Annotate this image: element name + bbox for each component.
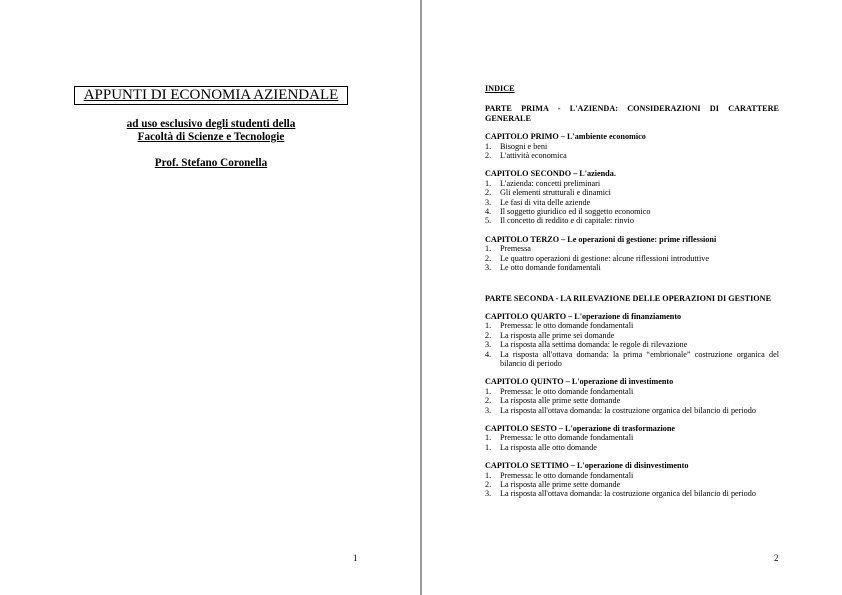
toc-item-number: 4.: [485, 349, 492, 359]
toc-item-text: La risposta alle prime sette domande: [500, 396, 621, 406]
toc-item-number: 2.: [485, 480, 492, 489]
chapter-title: CAPITOLO SETTIMO – L'operazione di disinvestimento: [485, 461, 689, 471]
page-number-1: 1: [353, 553, 358, 563]
toc-item-text: Bisogni e beni: [500, 141, 548, 151]
toc-item: [485, 321, 779, 330]
toc-chapter: [485, 132, 779, 160]
toc-item: [485, 489, 779, 498]
toc-chapter: [485, 169, 779, 225]
toc-item-number: 3.: [485, 340, 492, 350]
toc-item-number: 1.: [485, 321, 492, 331]
toc-item: [485, 331, 779, 340]
toc-item: [485, 179, 779, 188]
toc-item-text: Premessa: [500, 244, 531, 254]
toc-item: [485, 142, 779, 151]
toc-chapter: [485, 377, 779, 415]
toc-item-text: Premessa: le otto domande fondamentali: [500, 321, 634, 331]
toc-item-number: 2.: [485, 151, 492, 161]
toc-item-text: Le quattro operazioni di gestione: alcune riflessioni introduttive: [500, 253, 709, 263]
toc-item: [485, 216, 779, 225]
toc-item: [485, 471, 779, 480]
toc-item-number: 3.: [485, 489, 492, 499]
toc-item: [485, 151, 779, 160]
toc-item: [485, 340, 779, 349]
part-two-chapters: [485, 312, 779, 499]
chapter-title: CAPITOLO SESTO – L'operazione di trasformazione: [485, 423, 676, 433]
toc-item-number: 1.: [485, 470, 492, 480]
toc-item: [485, 443, 779, 452]
toc-item-text: La risposta all'ottava domanda: la costruzione organica del bilancio di periodo: [500, 489, 756, 499]
toc-item: [485, 188, 779, 197]
toc-item-number: 2.: [485, 253, 492, 263]
toc-item-number: 2.: [485, 188, 492, 198]
toc-item-text: La risposta alle prime sei domande: [500, 330, 615, 340]
toc-item-text: La risposta all'ottava domanda: la costruzione organica del bilancio di periodo: [500, 405, 756, 415]
toc-item-number: 1.: [485, 386, 492, 396]
toc-chapter: [485, 235, 779, 273]
toc-item-number: 1.: [485, 178, 492, 188]
chapter-title: CAPITOLO SECONDO – L'azienda.: [485, 169, 616, 179]
toc-item-text: Premessa: le otto domande fondamentali: [500, 470, 634, 480]
toc-item-number: 4.: [485, 207, 492, 217]
toc-item-number: 1.: [485, 141, 492, 151]
table-of-contents: [485, 84, 779, 508]
toc-item-number: 1.: [485, 442, 492, 452]
page-number-2: 2: [774, 553, 779, 563]
toc-item-text: Le otto domande fondamentali: [500, 263, 601, 273]
toc-item-number: 2.: [485, 330, 492, 340]
subtitle-line-2: Facoltà di Scienze e Tecnologie: [137, 131, 285, 143]
toc-item-number: 3.: [485, 197, 492, 207]
chapter-title: CAPITOLO TERZO – Le operazioni di gestione: prime riflessioni: [485, 234, 717, 244]
toc-item: [485, 263, 779, 272]
subtitle-line-1: ad uso esclusivo degli studenti della: [126, 118, 296, 130]
document-title: APPUNTI DI ECONOMIA AZIENDALE: [74, 86, 348, 105]
toc-item-text: Premessa: le otto domande fondamentali: [500, 433, 634, 443]
toc-item-text: L'attività economica: [500, 151, 567, 161]
toc-item: [485, 387, 779, 396]
toc-item: [485, 198, 779, 207]
toc-item-number: 1.: [485, 244, 492, 254]
toc-item-number: 1.: [485, 433, 492, 443]
chapter-title: CAPITOLO PRIMO – L'ambiente economico: [485, 132, 646, 142]
chapter-title: CAPITOLO QUINTO – L'operazione di investimento: [485, 377, 674, 387]
toc-item: [485, 207, 779, 216]
toc-item-number: 3.: [485, 405, 492, 415]
toc-item-number: 3.: [485, 263, 492, 273]
toc-item-text: Il soggetto giuridico ed il soggetto economico: [500, 207, 651, 217]
toc-item: [485, 406, 779, 415]
toc-item: [485, 350, 779, 369]
toc-chapter: [485, 424, 779, 452]
toc-item: [485, 433, 779, 442]
part-two-heading: PARTE SECONDA - LA RILEVAZIONE DELLE OPERAZIONI DI GESTIONE: [485, 293, 772, 303]
document-page-2: [422, 0, 842, 595]
toc-item-text: L'azienda: concetti preliminari: [500, 178, 601, 188]
toc-item: [485, 254, 779, 263]
index-heading: INDICE: [485, 84, 515, 93]
toc-item-number: 2.: [485, 396, 492, 406]
toc-item-text: Premessa: le otto domande fondamentali: [500, 386, 634, 396]
toc-item: [485, 480, 779, 489]
toc-item: [485, 244, 779, 253]
toc-item-text: Le fasi di vita delle aziende: [500, 197, 591, 207]
author-name: Prof. Stefano Coronella: [154, 157, 268, 169]
toc-item-text: La risposta alle prime sette domande: [500, 480, 621, 489]
toc-item: [485, 396, 779, 405]
toc-item-text: La risposta alla settima domanda: le regole di rilevazione: [500, 340, 688, 350]
toc-chapter: [485, 312, 779, 368]
toc-chapter: [485, 461, 779, 499]
part-one-chapters: [485, 132, 779, 272]
toc-item-text: La risposta all'ottava domanda: la prima “embrionale” costruzione organica del bilancio di periodo: [500, 349, 779, 368]
toc-item-number: 5.: [485, 216, 492, 226]
toc-item-text: Gli elementi strutturali e dinamici: [500, 188, 611, 198]
document-page-1: [0, 0, 420, 595]
part-one-heading: PARTE PRIMA - L'AZIENDA: CONSIDERAZIONI DI CARATTERE GENERALE: [485, 104, 779, 123]
chapter-title: CAPITOLO QUARTO – L'operazione di finanziamento: [485, 311, 682, 321]
toc-item-text: La risposta alle otto domande: [500, 442, 597, 452]
toc-item-text: Il concetto di reddito e di capitale: rinvio: [500, 216, 634, 226]
